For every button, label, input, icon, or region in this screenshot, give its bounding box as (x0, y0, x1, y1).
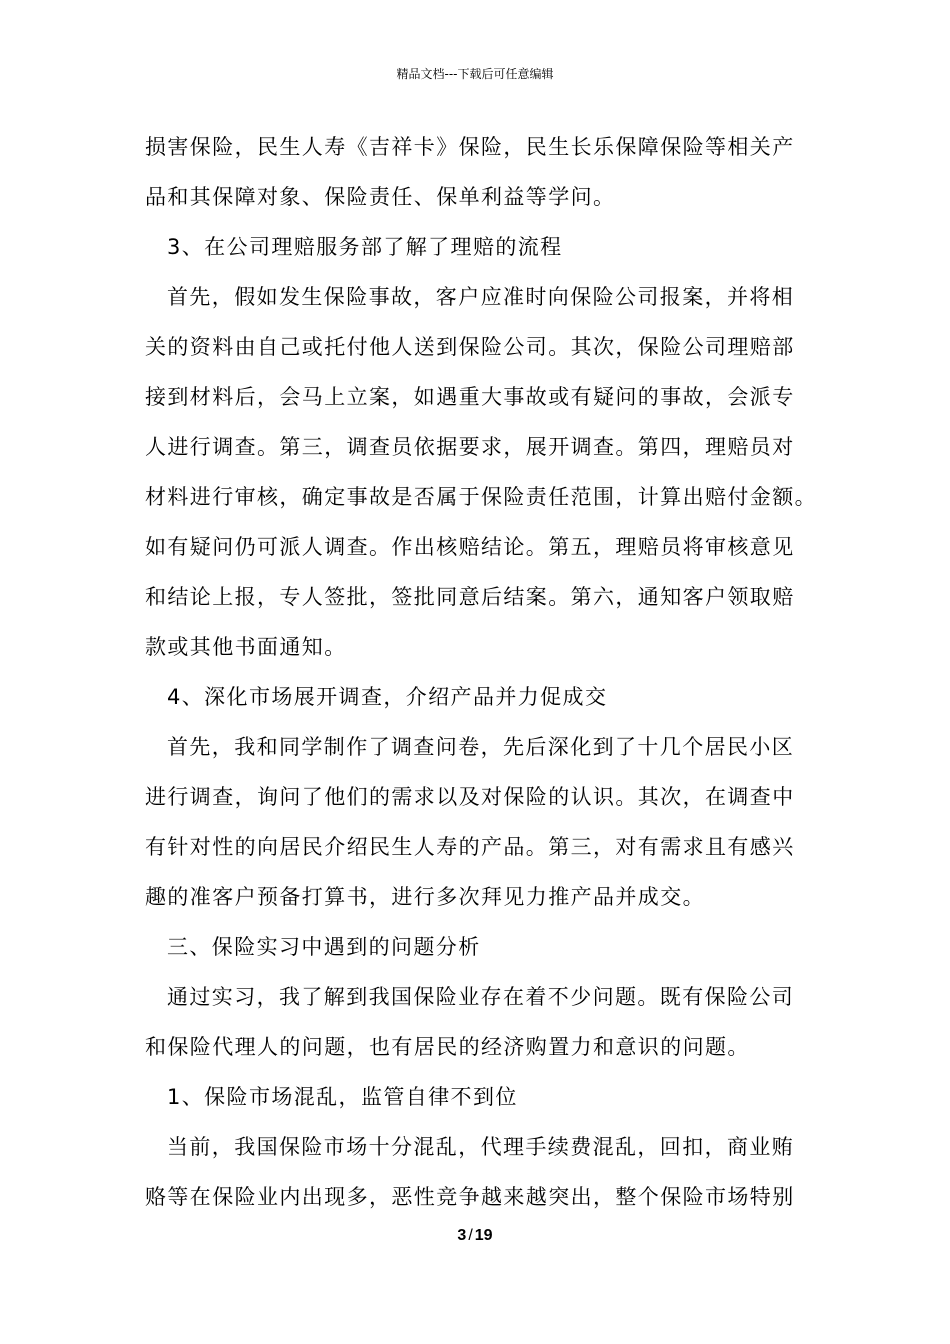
text-line: 有针对性的向居民介绍民生人寿的产品。第三，对有需求且有感兴 (145, 835, 795, 859)
page-separator: / (468, 1227, 473, 1244)
page-number (0, 1226, 950, 1246)
paragraph-start: 首先，假如发生保险事故，客户应准时向保险公司报案，并将相 (167, 285, 795, 309)
text-line: 材料进行审核，确定事故是否属于保险责任范围，计算出赔付金额。 (145, 485, 817, 509)
paragraph-start: 通过实习，我了解到我国保险业存在着不少问题。既有保险公司 (167, 985, 795, 1009)
paragraph-start: 当前，我国保险市场十分混乱，代理手续费混乱，回扣，商业贿 (167, 1135, 795, 1159)
text-line: 关的资料由自己或托付他人送到保险公司。其次，保险公司理赔部 (145, 335, 795, 359)
current-page: 3 (457, 1227, 467, 1244)
text-line: 款或其他书面通知。 (145, 635, 347, 659)
text-line: 品和其保障对象、保险责任、保单利益等学问。 (145, 185, 616, 209)
section-heading: 1、保险市场混乱，监管自律不到位 (167, 1085, 518, 1109)
text-line: 和保险代理人的问题，也有居民的经济购置力和意识的问题。 (145, 1035, 750, 1059)
text-line: 人进行调查。第三，调查员依据要求，展开调查。第四，理赔员对 (145, 435, 795, 459)
section-heading: 3、在公司理赔服务部了解了理赔的流程 (167, 235, 563, 259)
text-line: 进行调查，询问了他们的需求以及对保险的认识。其次，在调查中 (145, 785, 795, 809)
total-pages: 19 (474, 1227, 493, 1244)
text-line: 损害保险，民生人寿《吉祥卡》保险，民生长乐保障保险等相关产 (145, 135, 795, 159)
document-body (145, 122, 825, 1222)
text-line: 和结论上报，专人签批，签批同意后结案。第六，通知客户领取赔 (145, 585, 795, 609)
text-line: 趣的准客户预备打算书，进行多次拜见力推产品并成交。 (145, 885, 705, 909)
header-note: 精品文档---下载后可任意编辑 (396, 67, 554, 81)
text-line: 赂等在保险业内出现多，恶性竞争越来越突出，整个保险市场特别 (145, 1185, 795, 1209)
text-line: 接到材料后，会马上立案，如遇重大事故或有疑问的事故，会派专 (145, 385, 795, 409)
text-line: 如有疑问仍可派人调查。作出核赔结论。第五，理赔员将审核意见 (145, 535, 795, 559)
paragraph-start: 首先，我和同学制作了调查问卷，先后深化到了十几个居民小区 (167, 735, 795, 759)
section-heading: 三、保险实习中遇到的问题分析 (167, 935, 481, 959)
section-heading: 4、深化市场展开调查，介绍产品并力促成交 (167, 685, 608, 709)
